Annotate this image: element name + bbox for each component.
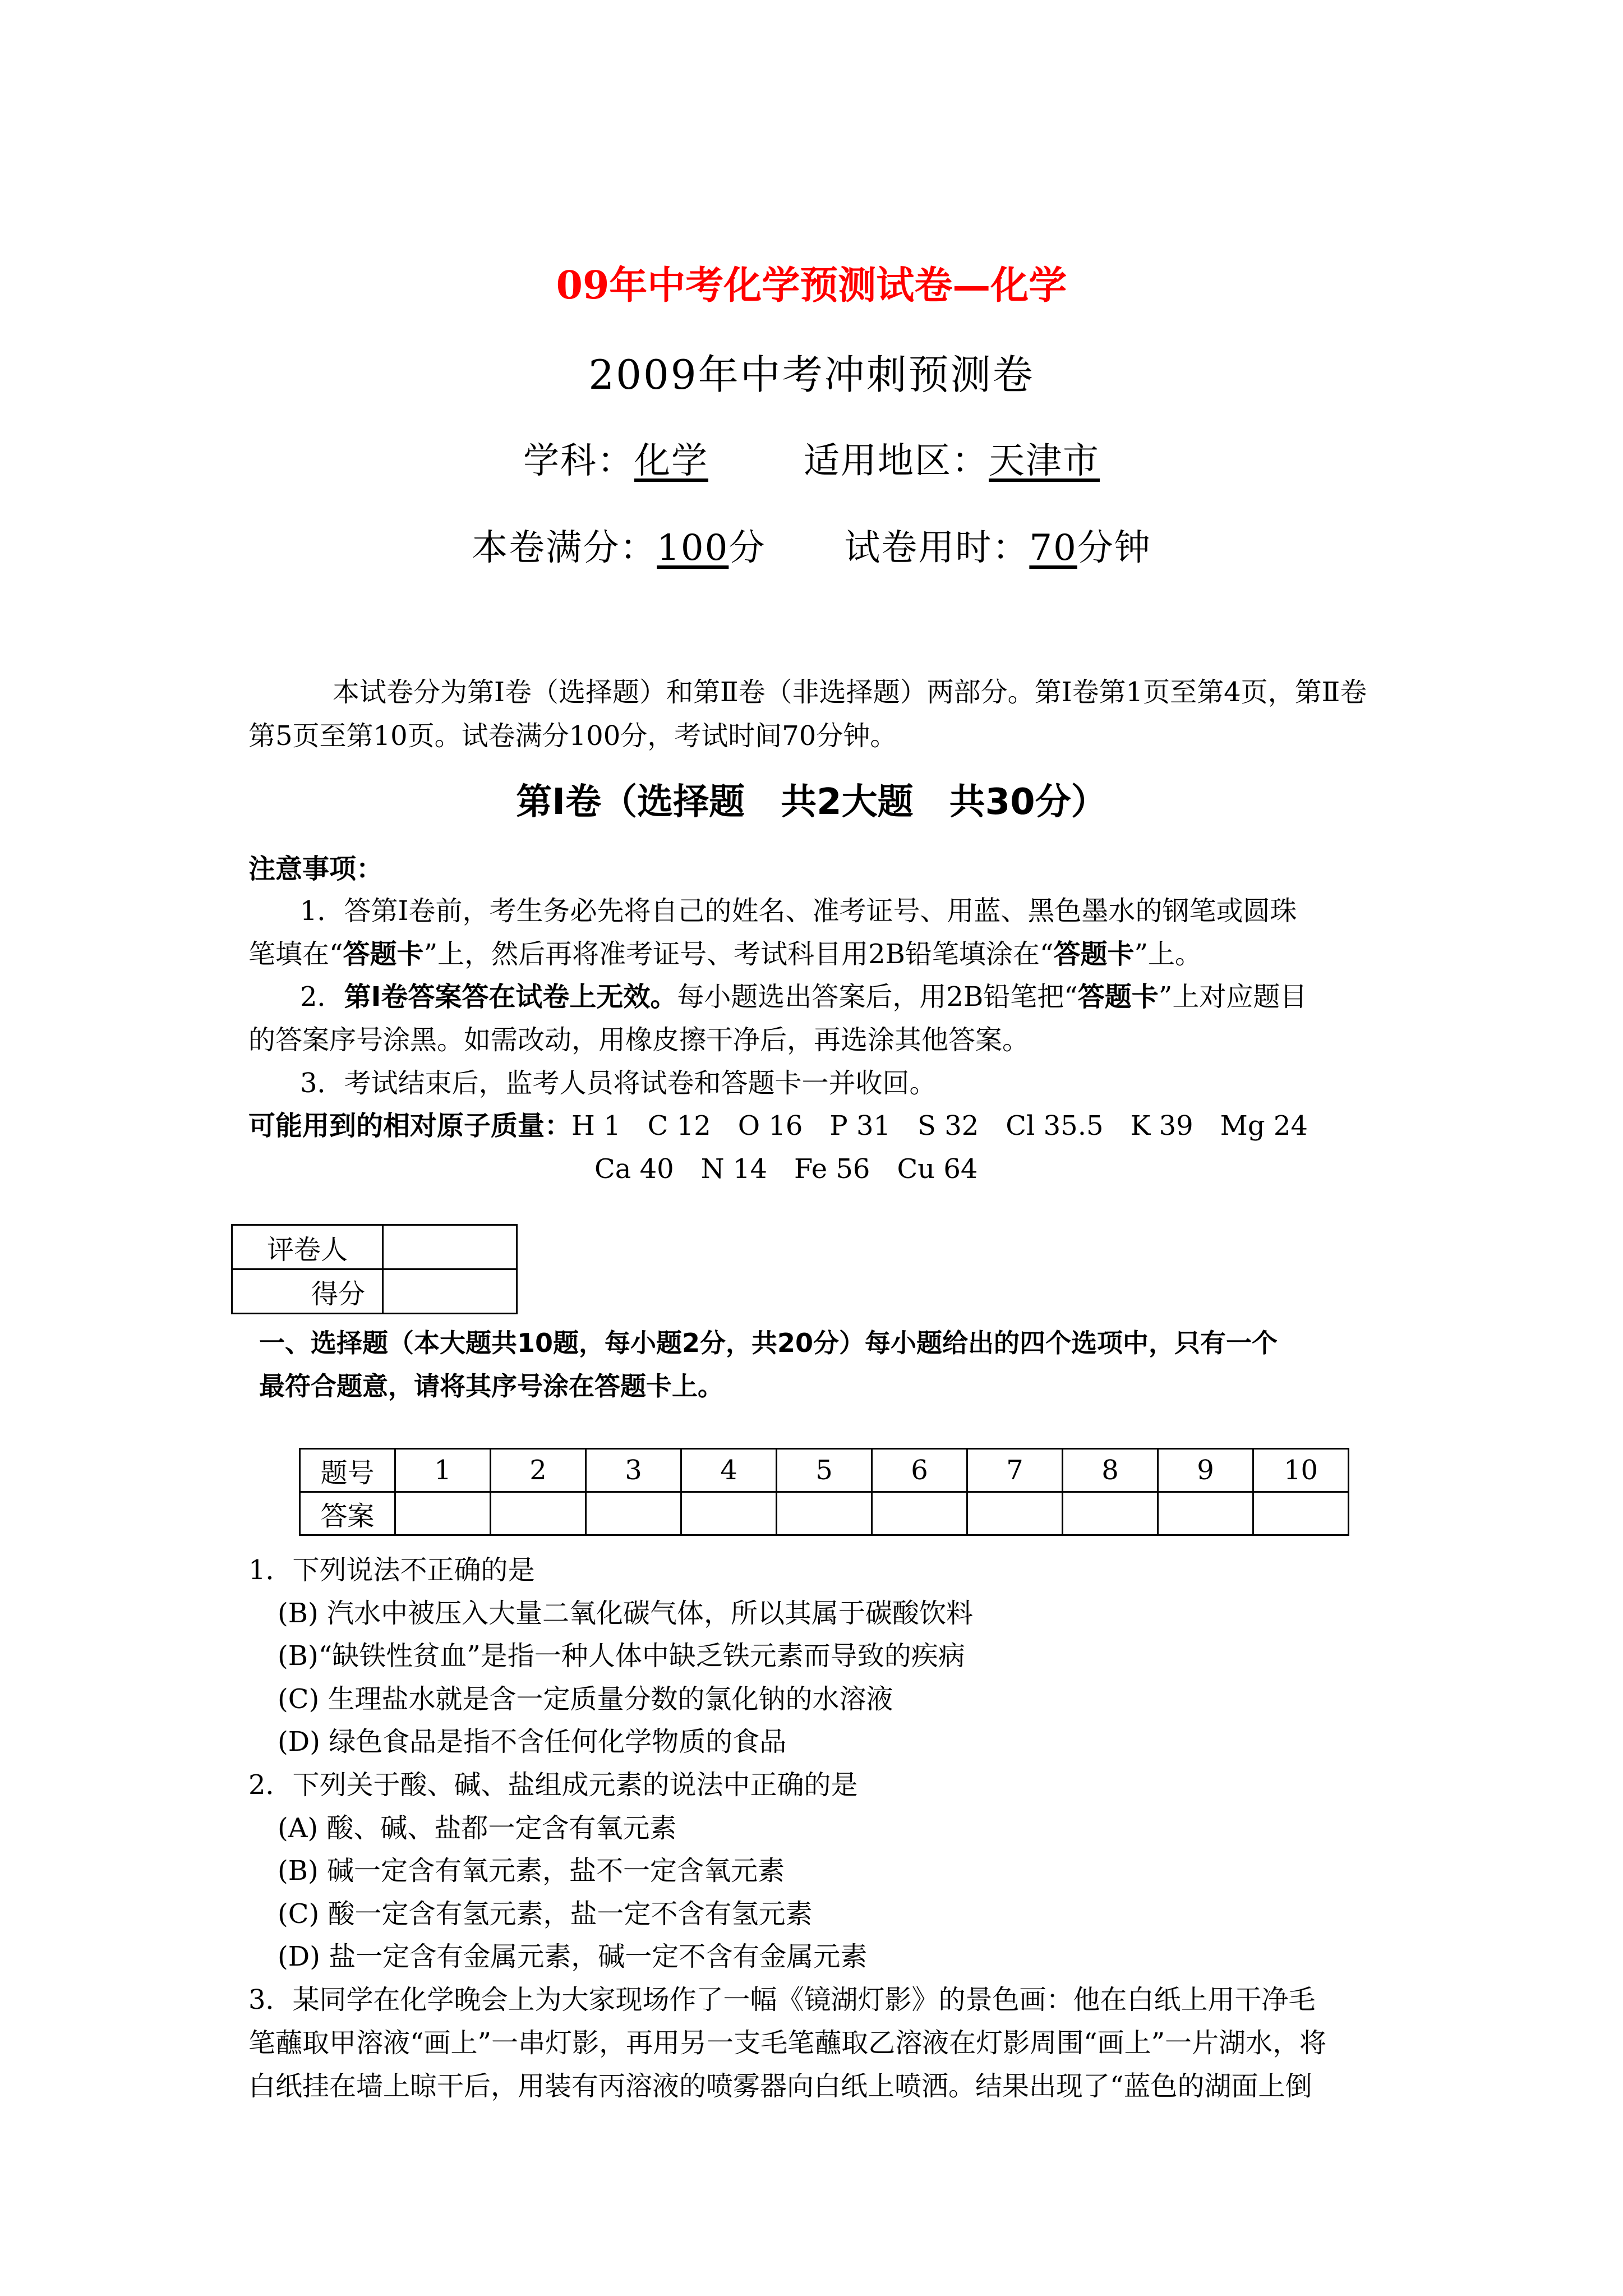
answer-table bbox=[299, 1448, 1349, 1536]
notice-text: ”上。 bbox=[1134, 938, 1202, 970]
time-unit: 分钟 bbox=[1077, 527, 1151, 569]
score-time-line bbox=[0, 519, 1623, 570]
question-number-cell: 3 bbox=[586, 1449, 681, 1492]
q2-stem: 2．下列关于酸、碱、盐组成元素的说法中正确的是 bbox=[248, 1769, 858, 1801]
question-number-cell: 4 bbox=[681, 1449, 777, 1492]
question-number-cell: 10 bbox=[1253, 1449, 1349, 1492]
q2-option-d: (D) 盐一定含有金属元素，碱一定不含有金属元素 bbox=[278, 1941, 868, 1972]
question-number-cell: 1 bbox=[395, 1449, 491, 1492]
table-row bbox=[300, 1449, 1349, 1492]
region-value: 天津市 bbox=[989, 440, 1100, 482]
notice-emphasis: 答题卡 bbox=[1077, 981, 1159, 1013]
answer-cell[interactable] bbox=[491, 1492, 586, 1535]
atomic-mass-values: H 1 C 12 O 16 P 31 S 32 Cl 35.5 K 39 Mg 24 bbox=[571, 1110, 1308, 1142]
notice-item3: 3．考试结束后，监考人员将试卷和答题卡一并收回。 bbox=[300, 1068, 937, 1099]
notice-item1-line2 bbox=[248, 932, 1202, 971]
q3-line3: 白纸挂在墙上晾干后，用装有丙溶液的喷雾器向白纸上喷洒。结果出现了“蓝色的湖面上倒 bbox=[248, 2070, 1312, 2102]
answer-cell[interactable] bbox=[395, 1492, 491, 1535]
score-label: 本卷满分： bbox=[472, 527, 657, 569]
notice-heading: 注意事项： bbox=[248, 853, 384, 885]
time-label: 试卷用时： bbox=[844, 527, 1030, 569]
sub-title: 2009年中考冲刺预测卷 bbox=[588, 351, 1035, 398]
answer-cell[interactable] bbox=[1253, 1492, 1349, 1535]
score-value: 100 bbox=[657, 527, 729, 569]
intro-paragraph: 本试卷分为第Ⅰ卷（选择题）和第Ⅱ卷（非选择题）两部分。第Ⅰ卷第1页至第4页，第Ⅱ卷第5页至第10页。试卷满分100分，考试时间70分钟。 bbox=[248, 677, 1367, 752]
score-label-cell: 得分 bbox=[232, 1269, 383, 1314]
notice-text: ”上对应题目 bbox=[1158, 981, 1307, 1013]
section-title: 第Ⅰ卷（选择题 共2大题 共30分） bbox=[516, 781, 1107, 823]
subject-region-line bbox=[0, 432, 1623, 484]
q2-option-c: (C) 酸一定含有氢元素，盐一定不含有氢元素 bbox=[278, 1898, 813, 1930]
answer-cell[interactable] bbox=[777, 1492, 872, 1535]
atomic-mass-line1 bbox=[248, 1104, 1308, 1143]
notice-item2-line1 bbox=[300, 975, 1307, 1014]
q3-line1: 3．某同学在化学晚会上为大家现场作了一幅《镜湖灯影》的景色画：他在白纸上用干净毛 bbox=[248, 1984, 1316, 2016]
notice-item1-line1: 1．答第Ⅰ卷前，考生务必先将自己的姓名、准考证号、用蓝、黑色墨水的钢笔或圆珠 bbox=[300, 895, 1297, 927]
atomic-mass-line2: Ca 40 N 14 Fe 56 Cu 64 bbox=[594, 1153, 978, 1185]
answer-cell[interactable] bbox=[967, 1492, 1063, 1535]
score-input-cell[interactable] bbox=[383, 1269, 517, 1314]
q3-line2: 笔蘸取甲溶液“画上”一串灯影，再用另一支毛笔蘸取乙溶液在灯影周围“画上”一片湖水，将 bbox=[248, 2027, 1327, 2059]
q1-option-b: (B)“缺铁性贫血”是指一种人体中缺乏铁元素而导致的疾病 bbox=[278, 1640, 965, 1672]
answer-cell[interactable] bbox=[1158, 1492, 1253, 1535]
notice-emphasis: 第Ⅰ卷答案答在试卷上无效。 bbox=[344, 981, 677, 1013]
q1-option-d: (D) 绿色食品是指不含任何化学物质的食品 bbox=[278, 1726, 787, 1757]
grader-table bbox=[231, 1224, 518, 1314]
q1-option-c: (C) 生理盐水就是含一定质量分数的氯化钠的水溶液 bbox=[278, 1683, 893, 1715]
answer-cell[interactable] bbox=[1063, 1492, 1158, 1535]
q2-option-a: (A) 酸、碱、盐都一定含有氧元素 bbox=[278, 1812, 677, 1844]
table-row bbox=[232, 1225, 517, 1269]
table-row bbox=[232, 1269, 517, 1314]
notice-emphasis: 答题卡 bbox=[343, 938, 424, 970]
grader-label: 评卷人 bbox=[232, 1225, 383, 1269]
answer-cell[interactable] bbox=[872, 1492, 967, 1535]
part1-heading-line1: 一、选择题（本大题共10题，每小题2分，共20分）每小题给出的四个选项中，只有一个 bbox=[259, 1328, 1278, 1358]
answer-cell[interactable] bbox=[681, 1492, 777, 1535]
q2-option-b: (B) 碱一定含有氧元素，盐不一定含氧元素 bbox=[278, 1855, 785, 1887]
question-number-cell: 2 bbox=[491, 1449, 586, 1492]
notice-emphasis: 答题卡 bbox=[1053, 938, 1135, 970]
question-number-cell: 5 bbox=[777, 1449, 872, 1492]
grader-input-cell[interactable] bbox=[383, 1225, 517, 1269]
answer-cell[interactable] bbox=[586, 1492, 681, 1535]
notice-text: 笔填在“ bbox=[248, 938, 343, 970]
answer-header: 答案 bbox=[300, 1492, 395, 1535]
notice-text: 2． bbox=[300, 981, 344, 1013]
notice-text: 每小题选出答案后，用2B铅笔把“ bbox=[677, 981, 1078, 1013]
part1-heading-line2: 最符合题意，请将其序号涂在答题卡上。 bbox=[259, 1371, 723, 1401]
table-row bbox=[300, 1492, 1349, 1535]
atomic-mass-label: 可能用到的相对原子质量： bbox=[248, 1110, 572, 1142]
red-title: 09年中考化学预测试卷—化学 bbox=[556, 263, 1067, 308]
q1-option-a: (B) 汽水中被压入大量二氧化碳气体，所以其属于碳酸饮料 bbox=[278, 1598, 973, 1629]
region-label: 适用地区： bbox=[804, 440, 989, 482]
q1-stem: 1．下列说法不正确的是 bbox=[248, 1554, 535, 1586]
notice-item2-line2: 的答案序号涂黑。如需改动，用橡皮擦干净后，再选涂其他答案。 bbox=[248, 1024, 1030, 1056]
question-number-cell: 8 bbox=[1063, 1449, 1158, 1492]
notice-text: ”上，然后再将准考证号、考试科目用2B铅笔填涂在“ bbox=[423, 938, 1054, 970]
question-number-cell: 7 bbox=[967, 1449, 1063, 1492]
question-number-cell: 6 bbox=[872, 1449, 967, 1492]
subject-value: 化学 bbox=[634, 440, 708, 482]
question-number-cell: 9 bbox=[1158, 1449, 1253, 1492]
score-unit: 分 bbox=[728, 527, 766, 569]
subject-label: 学科： bbox=[523, 440, 634, 482]
question-number-header: 题号 bbox=[300, 1449, 395, 1492]
time-value: 70 bbox=[1029, 527, 1077, 569]
